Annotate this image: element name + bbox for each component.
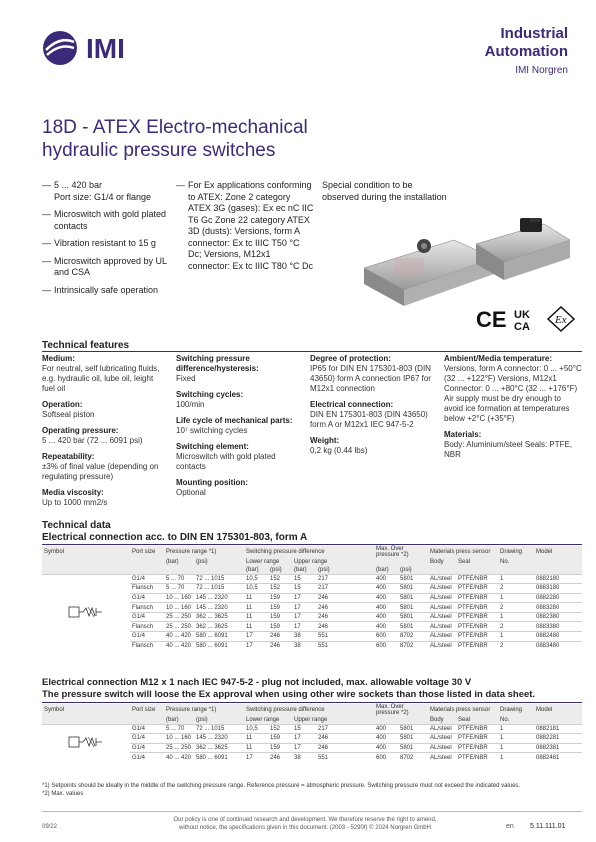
table-cell: AL/steel bbox=[428, 584, 456, 594]
spec-materials bbox=[444, 430, 582, 460]
table-cell: G1/4 bbox=[130, 632, 164, 642]
table-cell: PTFE/NBR bbox=[456, 753, 498, 763]
table-cell: AL/steel bbox=[428, 641, 456, 651]
table2 bbox=[42, 704, 582, 762]
spec-label: Materials: bbox=[444, 430, 482, 439]
table1-title: Electrical connection acc. to DIN EN 175301-803, form A bbox=[42, 532, 308, 543]
footnotes bbox=[42, 782, 562, 798]
table-cell: 0883480 bbox=[534, 641, 582, 651]
spec-value: Up to 1000 mm2/s bbox=[42, 498, 108, 507]
table-subheader-row bbox=[42, 558, 582, 566]
spec-operating-pressure bbox=[42, 426, 166, 446]
table-cell: 10,5 bbox=[244, 574, 268, 584]
table-cell: 159 bbox=[268, 622, 292, 632]
table-cell: 11 bbox=[244, 743, 268, 753]
table-cell: 400 bbox=[374, 593, 398, 603]
table-cell: 246 bbox=[316, 734, 374, 744]
table-cell: 11 bbox=[244, 603, 268, 613]
spec-value: 10⁷ switching cycles bbox=[176, 426, 248, 435]
table-cell: G1/4 bbox=[130, 743, 164, 753]
table-cell: G1/4 bbox=[130, 753, 164, 763]
feature-item: — For Ex applications conforming to ATEX: Zone 2 category ATEX 3G (gases): Ex ec nC IIC T6 Gc Zone 22 category ATEX 3D (dusts): Versions, form A connector: Ex tc IIIC T50 °C Dc; Versions, M12x1 connector: Ex tc IIIC T80 °C Dc bbox=[176, 180, 314, 272]
footer-lang: en bbox=[506, 823, 514, 830]
unit-psi: (psi) bbox=[196, 559, 208, 565]
table-cell: 400 bbox=[374, 734, 398, 744]
table2-title: Electrical connection M12 x 1 nach IEC 947-5-2 - plug not included, max. allowable voltage 30 V bbox=[42, 677, 472, 688]
table-cell: Flansch bbox=[130, 603, 164, 613]
table-cell: 1 bbox=[498, 632, 534, 642]
spec-label: Media viscosity: bbox=[42, 488, 104, 497]
table-cell: 400 bbox=[374, 574, 398, 584]
col-lower: Lower range bbox=[246, 559, 280, 565]
spec-switching-cycles bbox=[176, 390, 300, 410]
table-cell: Flansch bbox=[130, 641, 164, 651]
table-cell: 159 bbox=[268, 593, 292, 603]
table-cell: 1 bbox=[498, 574, 534, 584]
unit-bar: (bar) bbox=[166, 559, 179, 565]
spec-label: Switching pressure difference/hysteresis: bbox=[176, 354, 259, 373]
spec-value: 5 ... 420 bar (72 ... 6091 psi) bbox=[42, 436, 143, 445]
table-cell: 400 bbox=[374, 603, 398, 613]
table-cell: 246 bbox=[268, 753, 292, 763]
spec-value: Body: Aluminium/steel Seals: PTFE, NBR bbox=[444, 440, 573, 459]
table-cell: 0882280 bbox=[534, 593, 582, 603]
page-title bbox=[42, 116, 402, 162]
table-cell: 152 bbox=[268, 584, 292, 594]
feature-item: — Vibration resistant to 15 g bbox=[42, 238, 170, 250]
table-cell: 25 ... 250 bbox=[164, 612, 194, 622]
table-cell: 40 ... 420 bbox=[164, 753, 194, 763]
table-cell: 551 bbox=[316, 641, 374, 651]
col-drawing: Drawing bbox=[500, 707, 523, 713]
col-materials: Materials press sensor bbox=[430, 707, 491, 713]
table-cell: 1 bbox=[498, 753, 534, 763]
tech-features-title: Technical features bbox=[42, 340, 130, 351]
table-cell: 10 ... 160 bbox=[164, 593, 194, 603]
table-cell: AL/steel bbox=[428, 753, 456, 763]
table-cell: 15 bbox=[292, 724, 316, 734]
table-cell: 145 ... 2320 bbox=[194, 603, 244, 613]
table-cell: 17 bbox=[244, 641, 268, 651]
table-cell: AL/steel bbox=[428, 632, 456, 642]
title-line2: hydraulic pressure switches bbox=[42, 140, 276, 161]
col-model: Model bbox=[536, 549, 553, 555]
table-cell: Flansch bbox=[130, 622, 164, 632]
spec-label: Weight: bbox=[310, 436, 340, 445]
table-cell: 551 bbox=[316, 753, 374, 763]
col-seal: Seal bbox=[458, 559, 471, 565]
table-cell: 145 ... 2320 bbox=[194, 593, 244, 603]
spec-operation bbox=[42, 400, 166, 420]
unit-psi: (psi) bbox=[196, 716, 208, 723]
certification-marks bbox=[476, 306, 580, 332]
table-cell: 1 bbox=[498, 734, 534, 744]
spec-hysteresis bbox=[176, 354, 300, 384]
footer-doc-no: 5.11.111.01 bbox=[530, 823, 566, 830]
spec-protection bbox=[310, 354, 436, 394]
pressure-switch-symbol-icon bbox=[68, 603, 104, 621]
col-range: Pressure range *1) bbox=[166, 707, 217, 713]
table-cell: PTFE/NBR bbox=[456, 743, 498, 753]
table-cell: 11 bbox=[244, 734, 268, 744]
table-cell: PTFE/NBR bbox=[456, 641, 498, 651]
table-cell: 17 bbox=[292, 603, 316, 613]
brand-sub: IMI Norgren bbox=[515, 65, 568, 76]
table-cell: 17 bbox=[244, 632, 268, 642]
spec-medium bbox=[42, 354, 166, 394]
table-cell: 17 bbox=[292, 622, 316, 632]
table-cell: 5801 bbox=[398, 584, 428, 594]
divider bbox=[42, 702, 582, 703]
unit-bar: (bar) bbox=[294, 566, 307, 573]
table-cell: 8702 bbox=[398, 753, 428, 763]
col-diff: Switching pressure difference bbox=[246, 707, 325, 713]
spec-life-cycle bbox=[176, 416, 300, 436]
policy-line2: without notice, the specifications given in this document. (2003 - 5290f) © 2024 Norgren GmbH bbox=[179, 825, 431, 831]
table-cell: 1 bbox=[498, 724, 534, 734]
spec-mounting bbox=[176, 478, 300, 498]
product-image bbox=[344, 218, 576, 310]
table-cell: 15 bbox=[292, 584, 316, 594]
spec-value: 100/min bbox=[176, 400, 205, 409]
imi-logo bbox=[42, 30, 152, 66]
table-cell: 152 bbox=[268, 574, 292, 584]
table-cell: 362 ... 3625 bbox=[194, 612, 244, 622]
table-cell: 246 bbox=[316, 603, 374, 613]
col-upper: Upper range bbox=[294, 716, 328, 723]
col-drawing: Drawing bbox=[500, 549, 523, 555]
table-cell: PTFE/NBR bbox=[456, 734, 498, 744]
table-cell: G1/4 bbox=[130, 724, 164, 734]
table-row bbox=[42, 574, 582, 584]
table-cell: 11 bbox=[244, 622, 268, 632]
table-cell: AL/steel bbox=[428, 734, 456, 744]
symbol-cell bbox=[42, 574, 130, 651]
spec-repeatability bbox=[42, 452, 166, 482]
table-cell: 1 bbox=[498, 612, 534, 622]
table-cell: 0882281 bbox=[534, 734, 582, 744]
col-seal: Seal bbox=[458, 716, 471, 723]
table-cell: G1/4 bbox=[130, 612, 164, 622]
table-cell: 1 bbox=[498, 743, 534, 753]
table-cell: AL/steel bbox=[428, 724, 456, 734]
table-cell: 217 bbox=[316, 574, 374, 584]
symbol-cell bbox=[42, 724, 130, 762]
divider bbox=[42, 544, 582, 545]
table-cell: 25 ... 250 bbox=[164, 743, 194, 753]
divider bbox=[42, 351, 582, 352]
spec-value: IP65 for DIN EN 175301-803 (DIN 43650) form A connection IP67 for M12x1 connection bbox=[310, 364, 431, 393]
spec-temperature bbox=[444, 354, 582, 424]
col-upper: Upper range bbox=[294, 559, 328, 565]
table-cell: 5801 bbox=[398, 574, 428, 584]
col-over: Max. Over pressure *2) bbox=[376, 546, 409, 558]
brand-line1: Industrial bbox=[500, 25, 568, 42]
col-symbol: Symbol bbox=[44, 707, 65, 713]
table-cell: PTFE/NBR bbox=[456, 584, 498, 594]
table-cell: 246 bbox=[316, 593, 374, 603]
footnote-2: *2) Max. values bbox=[42, 791, 84, 797]
ce-mark-icon: CE bbox=[476, 307, 507, 332]
spec-label: Medium: bbox=[42, 354, 75, 363]
col-model: Model bbox=[536, 707, 553, 713]
table-cell: 25 ... 250 bbox=[164, 622, 194, 632]
table-cell: 217 bbox=[316, 724, 374, 734]
footnote-1: *1) Setpoints should be ideally in the middle of the switching pressure range. Reference pressure = atmospheric pressure. Switching pressure must not exceed the indicated values. bbox=[42, 783, 521, 789]
spec-electrical bbox=[310, 400, 436, 430]
table-cell: 0882180 bbox=[534, 574, 582, 584]
table-cell: AL/steel bbox=[428, 622, 456, 632]
table-cell: 246 bbox=[268, 641, 292, 651]
table-cell: 0883180 bbox=[534, 584, 582, 594]
table-cell: 10 ... 160 bbox=[164, 603, 194, 613]
table-cell: 580 ... 6091 bbox=[194, 753, 244, 763]
table-cell: 8702 bbox=[398, 632, 428, 642]
table-cell: 400 bbox=[374, 612, 398, 622]
spec-value: For neutral, self lubricating fluids, e.g. hydraulic oil, lube oil, leight fuel oil bbox=[42, 364, 160, 393]
table-cell: 0882181 bbox=[534, 724, 582, 734]
spec-value: Versions, form A connector: 0 ... +50°C (32 ... +122°F) Versions, M12x1 Connector: 0 ... +80°C (32 ... +176°F) Air supply must be dry enough to avoid ice formation at temperatures below +2°C (+35°F) bbox=[444, 364, 582, 423]
unit-bar: (bar) bbox=[246, 566, 259, 573]
table-cell: 40 ... 420 bbox=[164, 632, 194, 642]
spec-label: Switching element: bbox=[176, 442, 249, 451]
feature-item: — Microswitch approved by UL and CSA bbox=[42, 256, 170, 279]
col-range: Pressure range *1) bbox=[166, 549, 217, 555]
table-cell: AL/steel bbox=[428, 574, 456, 584]
table-cell: G1/4 bbox=[130, 593, 164, 603]
table-cell: 400 bbox=[374, 724, 398, 734]
table-cell: 5801 bbox=[398, 622, 428, 632]
table-cell: PTFE/NBR bbox=[456, 622, 498, 632]
unit-bar: (bar) bbox=[166, 716, 179, 723]
table-cell: 2 bbox=[498, 622, 534, 632]
table-cell: PTFE/NBR bbox=[456, 612, 498, 622]
table-cell: G1/4 bbox=[130, 574, 164, 584]
col-body: Body bbox=[430, 559, 444, 565]
features-col1 bbox=[42, 180, 170, 302]
table-cell: 10,5 bbox=[244, 584, 268, 594]
table-cell: PTFE/NBR bbox=[456, 724, 498, 734]
table-header-row bbox=[42, 546, 582, 558]
tech-features-col1 bbox=[42, 354, 166, 514]
spec-switching-element bbox=[176, 442, 300, 472]
col-diff: Switching pressure difference bbox=[246, 549, 325, 555]
table-cell: 580 ... 6091 bbox=[194, 632, 244, 642]
table-cell: 0883380 bbox=[534, 622, 582, 632]
table-cell: 5801 bbox=[398, 603, 428, 613]
table2-warning: The pressure switch will loose the Ex approval when using other wire sockets than those listed in data sheet. bbox=[42, 689, 536, 700]
col-port: Port size bbox=[132, 707, 156, 713]
unit-bar: (bar) bbox=[376, 566, 389, 573]
table-cell: 400 bbox=[374, 584, 398, 594]
table-cell: 0882481 bbox=[534, 753, 582, 763]
title-line1: 18D - ATEX Electro-mechanical bbox=[42, 117, 308, 138]
spec-label: Operating pressure: bbox=[42, 426, 119, 435]
table-cell: 17 bbox=[292, 612, 316, 622]
table-cell: AL/steel bbox=[428, 612, 456, 622]
spec-value: Fixed bbox=[176, 374, 196, 383]
spec-value: DIN EN 175301-803 (DIN 43650) form A or M12x1 IEC 947-5-2 bbox=[310, 410, 428, 429]
table-cell: 159 bbox=[268, 734, 292, 744]
svg-text:CA: CA bbox=[514, 321, 530, 332]
spec-value: 0,2 kg (0.44 lbs) bbox=[310, 446, 368, 455]
feature-item: — Microswitch with gold plated contacts bbox=[42, 209, 170, 232]
table-cell: PTFE/NBR bbox=[456, 574, 498, 584]
col-port: Port size bbox=[132, 549, 156, 555]
table-cell: 38 bbox=[292, 753, 316, 763]
features-col2 bbox=[176, 180, 314, 278]
tech-features-col3 bbox=[310, 354, 436, 462]
tech-data-title: Technical data bbox=[42, 520, 111, 531]
tech-features-col4 bbox=[444, 354, 582, 466]
pressure-switch-symbol-icon bbox=[68, 733, 104, 751]
table-cell: 5801 bbox=[398, 734, 428, 744]
spec-value: Microswitch with gold plated contacts bbox=[176, 452, 276, 471]
table-row bbox=[42, 724, 582, 734]
table-subheader-row bbox=[42, 716, 582, 724]
table-cell: 2 bbox=[498, 584, 534, 594]
table-cell: 600 bbox=[374, 641, 398, 651]
table-cell: 217 bbox=[316, 584, 374, 594]
table1 bbox=[42, 546, 582, 651]
spec-weight bbox=[310, 436, 436, 456]
col-symbol: Symbol bbox=[44, 549, 65, 555]
table-cell: 145 ... 2320 bbox=[194, 734, 244, 744]
footer-divider bbox=[42, 811, 582, 812]
table-cell: 159 bbox=[268, 612, 292, 622]
spec-value: Softseal piston bbox=[42, 410, 95, 419]
table-cell: 159 bbox=[268, 743, 292, 753]
brand-block bbox=[485, 25, 568, 76]
table-cell: 5 ... 70 bbox=[164, 724, 194, 734]
table-cell: 0882381 bbox=[534, 743, 582, 753]
table-cell: 72 ... 1015 bbox=[194, 584, 244, 594]
table-cell: G1/4 bbox=[130, 734, 164, 744]
table-cell: 17 bbox=[292, 593, 316, 603]
spec-label: Switching cycles: bbox=[176, 390, 244, 399]
table-cell: 38 bbox=[292, 641, 316, 651]
spec-value: Optional bbox=[176, 488, 206, 497]
special-condition: Special condition to be observed during the installation bbox=[322, 180, 447, 202]
table-cell: 10 ... 160 bbox=[164, 734, 194, 744]
footer-date: 09/22 bbox=[42, 824, 58, 830]
table-cell: 1 bbox=[498, 593, 534, 603]
spec-label: Life cycle of mechanical parts: bbox=[176, 416, 293, 425]
table-cell: 362 ... 3625 bbox=[194, 622, 244, 632]
table-cell: PTFE/NBR bbox=[456, 603, 498, 613]
brand-line2: Automation bbox=[484, 43, 568, 60]
table-cell: 400 bbox=[374, 743, 398, 753]
table-cell: 72 ... 1015 bbox=[194, 724, 244, 734]
table-cell: 15 bbox=[292, 574, 316, 584]
table-cell: 10,5 bbox=[244, 724, 268, 734]
table-cell: PTFE/NBR bbox=[456, 593, 498, 603]
table-cell: 362 ... 3625 bbox=[194, 743, 244, 753]
table-cell: 17 bbox=[292, 743, 316, 753]
table-cell: 38 bbox=[292, 632, 316, 642]
table-cell: 17 bbox=[292, 734, 316, 744]
table-cell: 11 bbox=[244, 593, 268, 603]
table-cell: 0882380 bbox=[534, 612, 582, 622]
spec-label: Repeatability: bbox=[42, 452, 95, 461]
unit-psi: (psi) bbox=[270, 566, 282, 573]
table-cell: 600 bbox=[374, 632, 398, 642]
table-cell: AL/steel bbox=[428, 603, 456, 613]
table-unit-row bbox=[42, 566, 582, 574]
table-cell: 246 bbox=[316, 612, 374, 622]
table-cell: 2 bbox=[498, 641, 534, 651]
col-no: No. bbox=[500, 716, 510, 723]
table-cell: 17 bbox=[244, 753, 268, 763]
spec-viscosity bbox=[42, 488, 166, 508]
table-cell: 152 bbox=[268, 724, 292, 734]
feature-item: — Intrinsically safe operation bbox=[42, 285, 170, 297]
spec-value: ±3% of final value (depending on regulating pressure) bbox=[42, 462, 159, 481]
table-cell: 40 ... 420 bbox=[164, 641, 194, 651]
table-cell: 5801 bbox=[398, 743, 428, 753]
table-cell: 246 bbox=[316, 622, 374, 632]
tech-features-col2 bbox=[176, 354, 300, 504]
table-cell: 400 bbox=[374, 622, 398, 632]
spec-label: Electrical connection: bbox=[310, 400, 394, 409]
table-cell: 0882480 bbox=[534, 632, 582, 642]
table-cell: 5 ... 70 bbox=[164, 584, 194, 594]
table-cell: AL/steel bbox=[428, 743, 456, 753]
unit-psi: (psi) bbox=[400, 566, 412, 573]
spec-label: Mounting position: bbox=[176, 478, 248, 487]
spec-label: Operation: bbox=[42, 400, 83, 409]
table-cell: AL/steel bbox=[428, 593, 456, 603]
table-cell: 5801 bbox=[398, 593, 428, 603]
col-no: No. bbox=[500, 559, 510, 565]
policy-line1: Our policy is one of continued research and development. We therefore reserve the right to amend, bbox=[173, 817, 437, 823]
svg-text:UK: UK bbox=[514, 309, 530, 321]
table-cell: 72 ... 1015 bbox=[194, 574, 244, 584]
table-cell: 0883280 bbox=[534, 603, 582, 613]
table-cell: 159 bbox=[268, 603, 292, 613]
table-cell: 8702 bbox=[398, 641, 428, 651]
table-cell: 551 bbox=[316, 632, 374, 642]
table-cell: 2 bbox=[498, 603, 534, 613]
table-cell: 580 ... 6091 bbox=[194, 641, 244, 651]
spec-label: Ambient/Media temperature: bbox=[444, 354, 553, 363]
table-cell: 246 bbox=[268, 632, 292, 642]
col-body: Body bbox=[430, 716, 444, 723]
col-lower: Lower range bbox=[246, 716, 280, 723]
table-cell: 5801 bbox=[398, 612, 428, 622]
table-header-row bbox=[42, 704, 582, 716]
feature-item: — 5 ... 420 bar Port size: G1/4 or flange bbox=[42, 180, 170, 203]
table-cell: PTFE/NBR bbox=[456, 632, 498, 642]
table-cell: 246 bbox=[316, 743, 374, 753]
ex-mark-icon: Ex bbox=[555, 314, 567, 326]
spec-label: Degree of protection: bbox=[310, 354, 391, 363]
logo-text: IMI bbox=[86, 33, 125, 64]
table-cell: 600 bbox=[374, 753, 398, 763]
table-cell: 5801 bbox=[398, 724, 428, 734]
col-over: Max. Over pressure *2) bbox=[376, 704, 409, 716]
unit-psi: (psi) bbox=[318, 566, 330, 573]
table-cell: 11 bbox=[244, 612, 268, 622]
table-cell: Flansch bbox=[130, 584, 164, 594]
table-cell: 5 ... 70 bbox=[164, 574, 194, 584]
col-materials: Materials press sensor bbox=[430, 549, 491, 555]
footer-policy bbox=[140, 816, 470, 832]
